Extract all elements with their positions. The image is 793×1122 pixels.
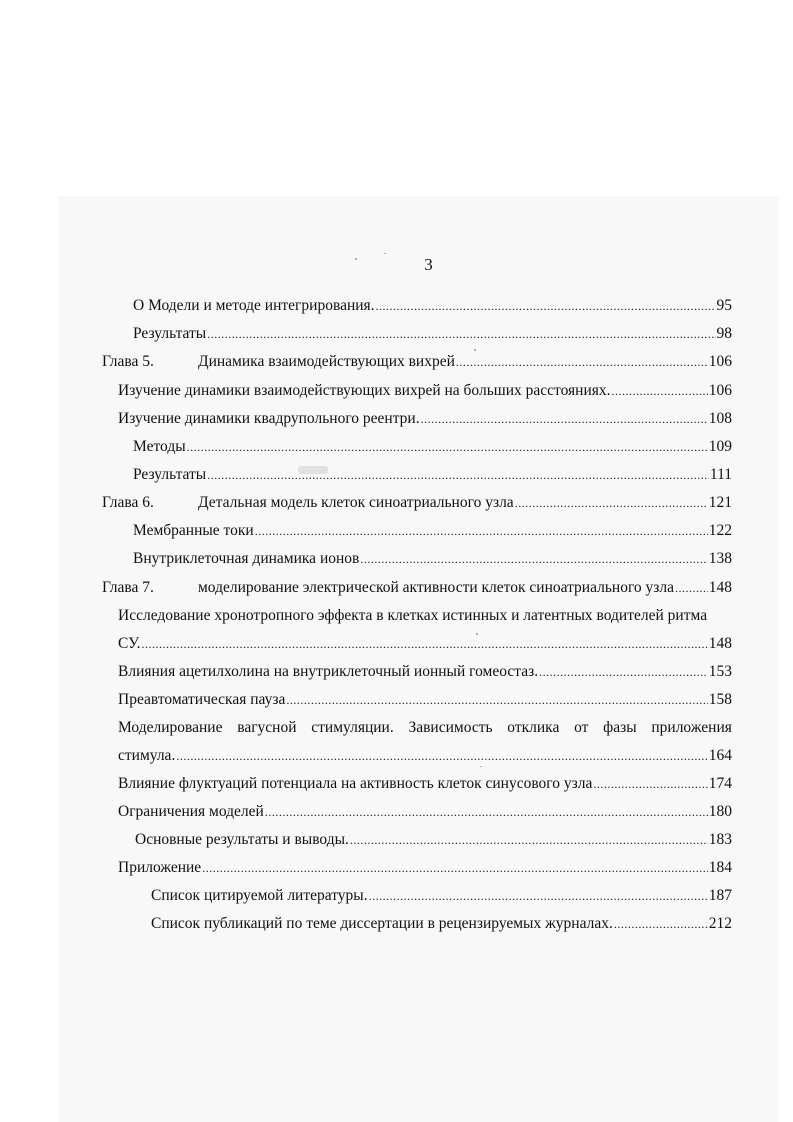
leader-dots — [369, 886, 708, 906]
leader-dots — [255, 521, 708, 541]
scan-speck — [476, 633, 478, 635]
toc-entry-ion-dynamics[interactable] — [133, 549, 732, 569]
toc-entry-vagal-line2[interactable] — [118, 746, 732, 766]
toc-entry-title: О Модели и методе интегрирования. — [133, 297, 375, 314]
leader-dots — [350, 830, 708, 850]
toc-entry-title: Ограничения моделей — [118, 803, 264, 820]
toc-entry-title: Мембранные токи — [133, 522, 254, 539]
toc-entry-page: 180 — [708, 803, 732, 820]
toc-entry-page: 174 — [708, 775, 732, 792]
leader-dots — [593, 774, 707, 794]
page-number: 3 — [424, 255, 433, 274]
toc-entry-chronotropic-line1[interactable] — [118, 606, 732, 626]
toc-entry-title: Влияния ацетилхолина на внутриклеточный ионный гомеостаз. — [118, 663, 539, 680]
toc-entry-limitations[interactable] — [118, 802, 732, 822]
leader-dots — [376, 296, 716, 316]
toc-entry-title: моделирование электрической активности клеток синоатриального узла — [198, 579, 675, 596]
leader-dots — [265, 802, 708, 822]
toc-chapter-7[interactable] — [102, 578, 732, 598]
toc-entry-page: 95 — [716, 297, 732, 314]
toc-entry-results-1[interactable] — [133, 324, 732, 344]
toc-entry-word: отклика — [507, 719, 560, 736]
toc-entry-title: Список публикаций по теме диссертации в рецензируемых журналах. — [151, 915, 613, 932]
toc-entry-title: Методы — [133, 438, 186, 455]
toc-entry-title: Результаты — [133, 325, 207, 342]
toc-entry-page: 158 — [708, 691, 732, 708]
toc-entry-word: от — [574, 719, 589, 736]
toc-entry-vortices-distance[interactable] — [118, 381, 732, 401]
toc-entry-page: 108 — [708, 410, 732, 427]
toc-chapter-6[interactable] — [102, 493, 732, 513]
leader-dots — [515, 493, 708, 513]
toc-entry-page: 183 — [708, 831, 732, 848]
leader-dots — [286, 690, 707, 710]
scan-speck — [474, 349, 476, 351]
toc-entry-page: 109 — [708, 438, 732, 455]
leader-dots — [421, 409, 708, 429]
toc-entry-word: Зависимость — [408, 719, 493, 736]
toc-entry-title: Приложение — [118, 859, 202, 876]
toc-entry-title: Детальная модель клеток синоатриального узла — [198, 494, 514, 511]
toc-entry-fluctuations[interactable] — [118, 774, 732, 794]
toc-entry-membrane-currents[interactable] — [133, 521, 732, 541]
toc-entry-title: Результаты — [133, 466, 207, 483]
toc-entry-quadrupole[interactable] — [118, 409, 732, 429]
toc-chapter-label: Глава 7. — [102, 579, 154, 596]
leader-dots — [207, 465, 709, 485]
toc-entry-acetylcholine[interactable] — [118, 662, 732, 682]
leader-dots — [456, 352, 708, 372]
scan-speck — [355, 258, 357, 260]
leader-dots — [360, 549, 707, 569]
toc-entry-chronotropic-line2[interactable] — [118, 634, 732, 654]
scan-smudge — [298, 466, 328, 474]
leader-dots — [612, 381, 708, 401]
toc-entry-appendix[interactable] — [118, 858, 732, 878]
toc-entry-title-cont: СУ. — [118, 635, 141, 652]
toc-entry-title: Изучение динамики квадрупольного реентри. — [118, 410, 420, 427]
toc-chapter-5[interactable] — [102, 352, 732, 372]
toc-entry-word: приложения — [651, 719, 732, 736]
leader-dots — [614, 914, 708, 934]
toc-entry-page: 106 — [708, 353, 732, 370]
toc-entry-results-2[interactable] — [133, 465, 732, 485]
toc-entry-page: 153 — [708, 663, 732, 680]
toc-entry-page: 121 — [708, 494, 732, 511]
toc-entry-title: Исследование хронотропного эффекта в клетках истинных и латентных водителей ритма — [118, 607, 708, 624]
toc-entry-title: Динамика взаимодействующих вихрей — [198, 353, 455, 370]
toc-entry-page: 148 — [708, 579, 732, 596]
toc-entry-page: 148 — [708, 635, 732, 652]
toc-entry-methods[interactable] — [133, 437, 732, 457]
toc-entry-model-method[interactable] — [133, 296, 732, 316]
toc-entry-word: Моделирование — [118, 719, 223, 736]
toc-entry-page: 111 — [709, 466, 732, 483]
toc-entry-page: 98 — [716, 325, 732, 342]
toc-entry-title-cont: стимула. — [118, 747, 176, 764]
toc-entry-main-results[interactable] — [135, 830, 732, 850]
scan-speck — [480, 766, 482, 767]
toc-entry-word: фазы — [603, 719, 637, 736]
leader-dots — [202, 858, 708, 878]
leader-dots — [187, 437, 708, 457]
toc-entry-page: 106 — [708, 382, 732, 399]
toc-entry-title: Преавтоматическая пауза — [118, 691, 286, 708]
toc-entry-preautomatic-pause[interactable] — [118, 690, 732, 710]
toc-chapter-label: Глава 5. — [102, 353, 154, 370]
leader-dots — [141, 634, 707, 654]
toc-entry-page: 187 — [708, 887, 732, 904]
toc-entry-page: 184 — [708, 859, 732, 876]
toc-entry-title: Изучение динамики взаимодействующих вихрей на больших расстояниях. — [118, 382, 611, 399]
toc-entry-page: 164 — [708, 747, 732, 764]
toc-entry-references[interactable] — [151, 886, 732, 906]
leader-dots — [675, 578, 708, 598]
toc-entry-word: вагусной — [237, 719, 297, 736]
toc-entry-page: 122 — [708, 522, 732, 539]
toc-chapter-label: Глава 6. — [102, 494, 154, 511]
toc-entry-page: 212 — [708, 915, 732, 932]
toc-entry-title: Основные результаты и выводы. — [135, 831, 349, 848]
scan-speck — [384, 253, 386, 254]
leader-dots — [176, 746, 707, 766]
toc-entry-title: Влияние флуктуаций потенциала на активность клеток синусового узла — [118, 775, 593, 792]
leader-dots — [207, 324, 715, 344]
toc-entry-publications[interactable] — [151, 914, 732, 934]
toc-entry-vagal-line1[interactable] — [118, 718, 732, 738]
leader-dots — [539, 662, 708, 682]
toc-entry-word: стимуляции. — [311, 719, 394, 736]
toc-entry-page: 138 — [708, 550, 732, 567]
toc-entry-title: Внутриклеточная динамика ионов — [133, 550, 360, 567]
toc-entry-title: Список цитируемой литературы. — [151, 887, 368, 904]
